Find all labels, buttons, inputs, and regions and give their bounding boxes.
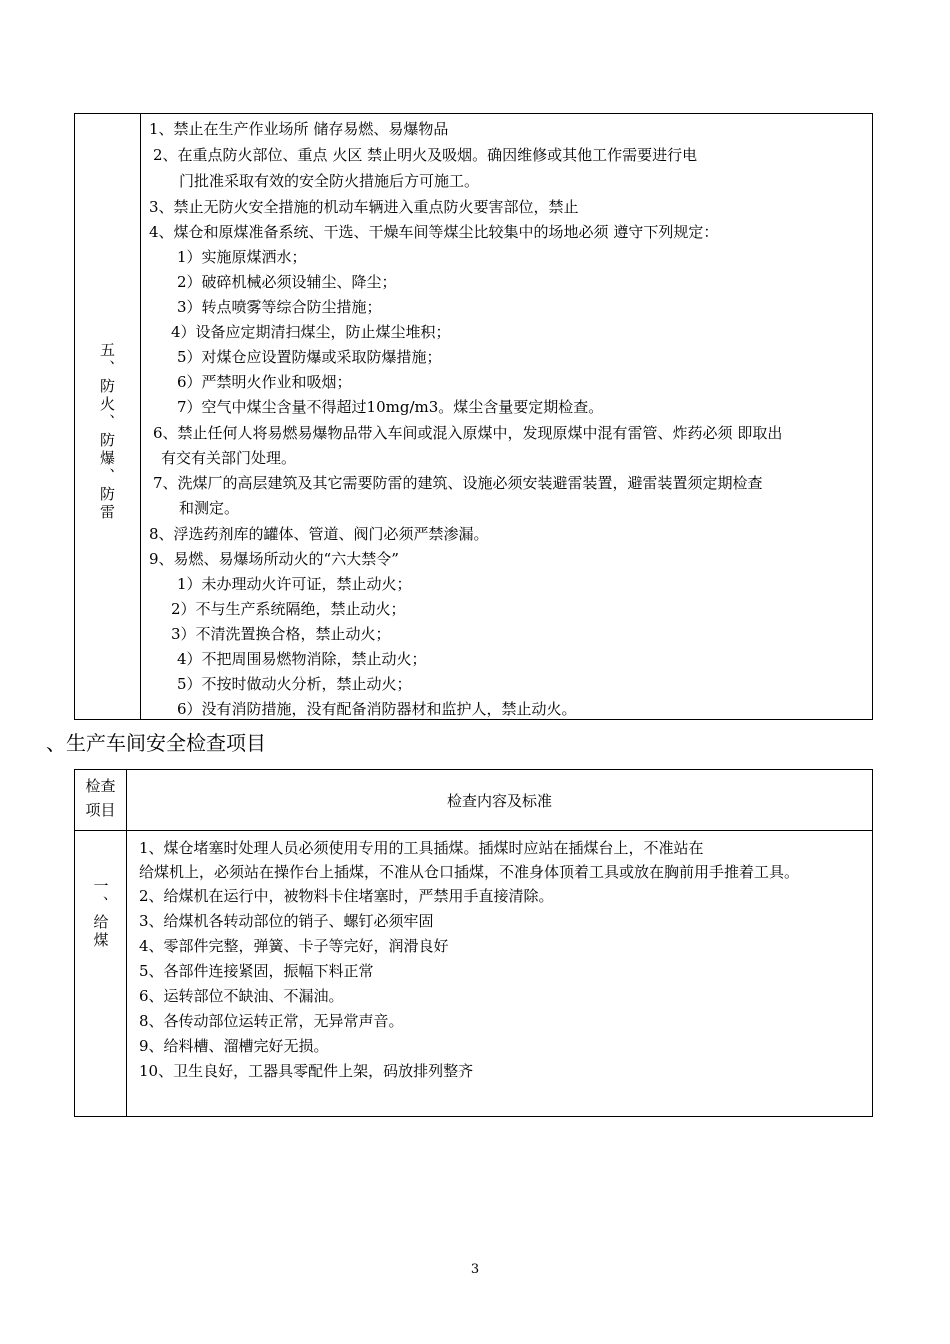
list-item: 和测定。 — [179, 499, 240, 517]
header-right: 检查内容及标准 — [446, 792, 552, 810]
list-item: 8、各传动部位运转正常，无异常声音。 — [139, 1012, 404, 1030]
list-item: 门批准采取有效的安全防火措施后方可施工。 — [179, 172, 480, 190]
section-heading: 、生产车间安全检查项目 — [46, 731, 266, 755]
list-item: 8、浮选药剂库的罐体、管道、阀门必须严禁渗漏。 — [149, 525, 489, 543]
list-item: 有交有关部门处理。 — [161, 449, 297, 467]
list-item: 4）设备应定期清扫煤尘，防止煤尘堆积； — [171, 323, 451, 341]
list-item: 4、零部件完整，弹簧、卡子等完好，润滑良好 — [139, 937, 449, 955]
list-item: 9、易燃、易爆场所动火的“六大禁令” — [149, 550, 399, 568]
list-item: 3）转点喷雾等综合防尘措施； — [177, 298, 382, 316]
list-item: 3、给煤机各转动部位的销子、螺钉必须牢固 — [139, 912, 434, 930]
list-item: 2）破碎机械必须设辅尘、降尘； — [177, 273, 397, 291]
list-item: 2、给煤机在运行中，被物料卡住堵塞时，严禁用手直接清除。 — [139, 887, 554, 905]
list-item: 7、洗煤厂的高层建筑及其它需要防雷的建筑、设施必须安装避雷装置，避雷装置须定期检查 — [153, 474, 763, 492]
list-item: 4）不把周围易燃物消除，禁止动火； — [177, 650, 427, 668]
header-left-line1: 检查 — [85, 777, 116, 795]
list-item: 4、煤仓和原煤准备系统、干选、干燥车间等煤尘比较集中的场地必须 遵守下列规定： — [149, 223, 719, 241]
list-item: 2）不与生产系统隔绝，禁止动火； — [171, 600, 406, 618]
list-item: 5）不按时做动火分析，禁止动火； — [177, 675, 412, 693]
list-item: 6、运转部位不缺油、不漏油。 — [139, 987, 344, 1005]
list-item: 1）实施原煤洒水； — [177, 248, 307, 266]
list-item: 7）空气中煤尘含量不得超过10mg/m3。煤尘含量要定期检查。 — [177, 398, 604, 416]
list-item: 1、煤仓堵塞时处理人员必须使用专用的工具插煤。插煤时应站在插煤台上，不准站在 — [139, 839, 704, 857]
row-label-feeder: 一、给煤 — [91, 878, 110, 950]
list-item: 6、禁止任何人将易燃易爆物品带入车间或混入原煤中，发现原煤中混有雷管、炸药必须 即取出 — [153, 424, 783, 442]
list-item: 1）未办理动火许可证，禁止动火； — [177, 575, 412, 593]
list-item: 10、卫生良好，工器具零配件上架，码放排列整齐 — [139, 1062, 474, 1080]
list-item: 1、禁止在生产作业场所 储存易燃、易爆物品 — [149, 120, 449, 138]
column-divider — [126, 770, 127, 1116]
list-item: 9、给料槽、溜槽完好无损。 — [139, 1037, 329, 1055]
section5-label: 五、防火、防爆、防雷 — [98, 342, 116, 522]
header-left-line2: 项目 — [85, 801, 116, 819]
list-item: 3、禁止无防火安全措施的机动车辆进入重点防火要害部位，禁止 — [149, 198, 579, 216]
header-left — [75, 774, 126, 822]
list-item: 6）没有消防措施，没有配备消防器材和监护人，禁止动火。 — [177, 700, 577, 718]
list-item: 3）不清洗置换合格，禁止动火； — [171, 625, 391, 643]
section5-label-cell — [75, 114, 141, 719]
list-item: 5）对煤仓应设置防爆或采取防爆措施； — [177, 348, 442, 366]
table-header-row — [75, 770, 872, 831]
inspection-table — [74, 769, 873, 1117]
list-item: 6）严禁明火作业和吸烟； — [177, 373, 352, 391]
list-item: 2、在重点防火部位、重点 火区 禁止明火及吸烟。确因维修或其他工作需要进行电 — [153, 146, 698, 164]
list-item: 给煤机上，必须站在操作台上插煤，不准从仓口插煤，不准身体顶着工具或放在胸前用手推着工具。 — [139, 863, 800, 881]
section5-table — [74, 113, 873, 720]
list-item: 5、各部件连接紧固，振幅下料正常 — [139, 962, 374, 980]
page-number: 3 — [470, 1262, 480, 1277]
